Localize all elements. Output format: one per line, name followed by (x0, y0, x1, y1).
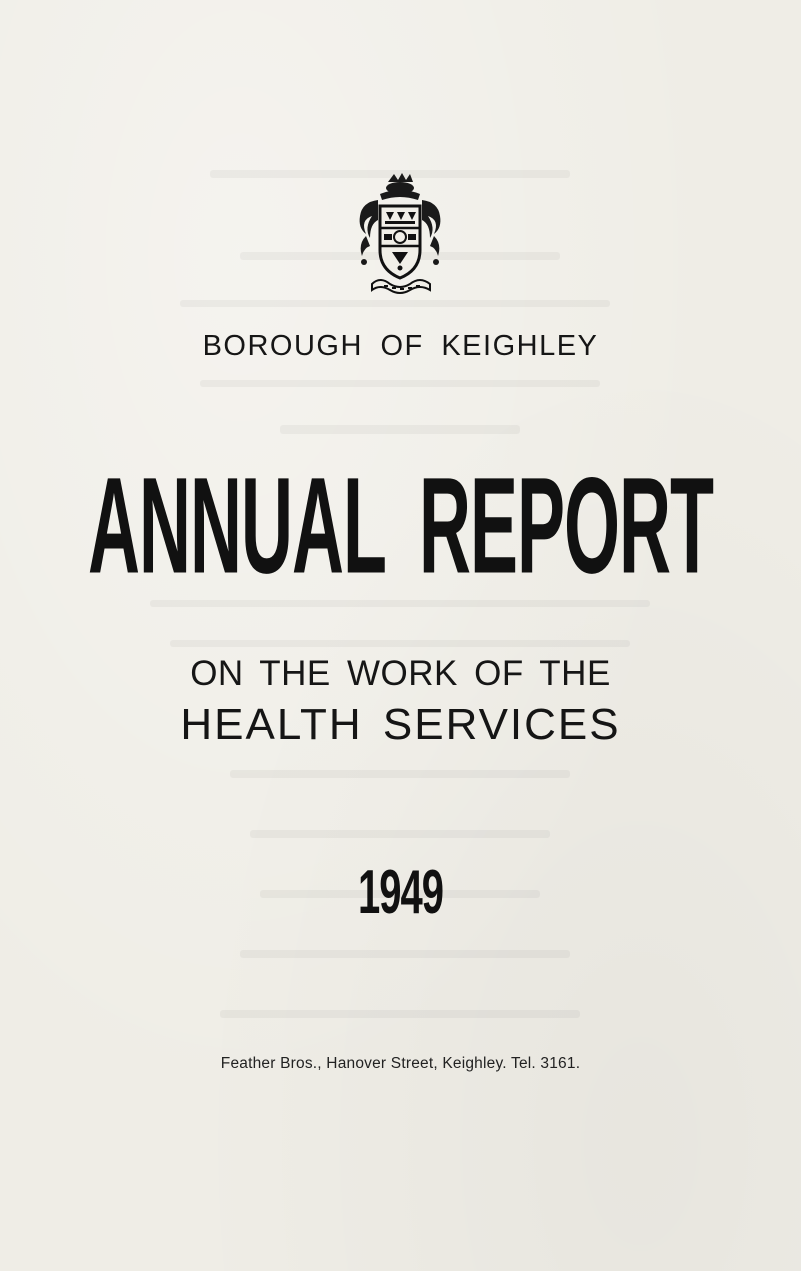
subtitle-line-2: HEALTH SERVICES (180, 700, 621, 749)
title-word-annual: ANNUAL (87, 450, 386, 603)
printer-imprint: Feather Bros., Hanover Street, Keighley. Tel. 3161. (220, 1055, 581, 1072)
title-word-report: REPORT (418, 450, 713, 603)
borough-heading: BOROUGH OF KEIGHLEY (202, 330, 599, 362)
subtitle-line-1: ON THE WORK OF THE (190, 654, 611, 693)
coat-of-arms-emblem (350, 172, 450, 300)
report-title (0, 450, 801, 603)
report-year: 1949 (358, 858, 443, 928)
